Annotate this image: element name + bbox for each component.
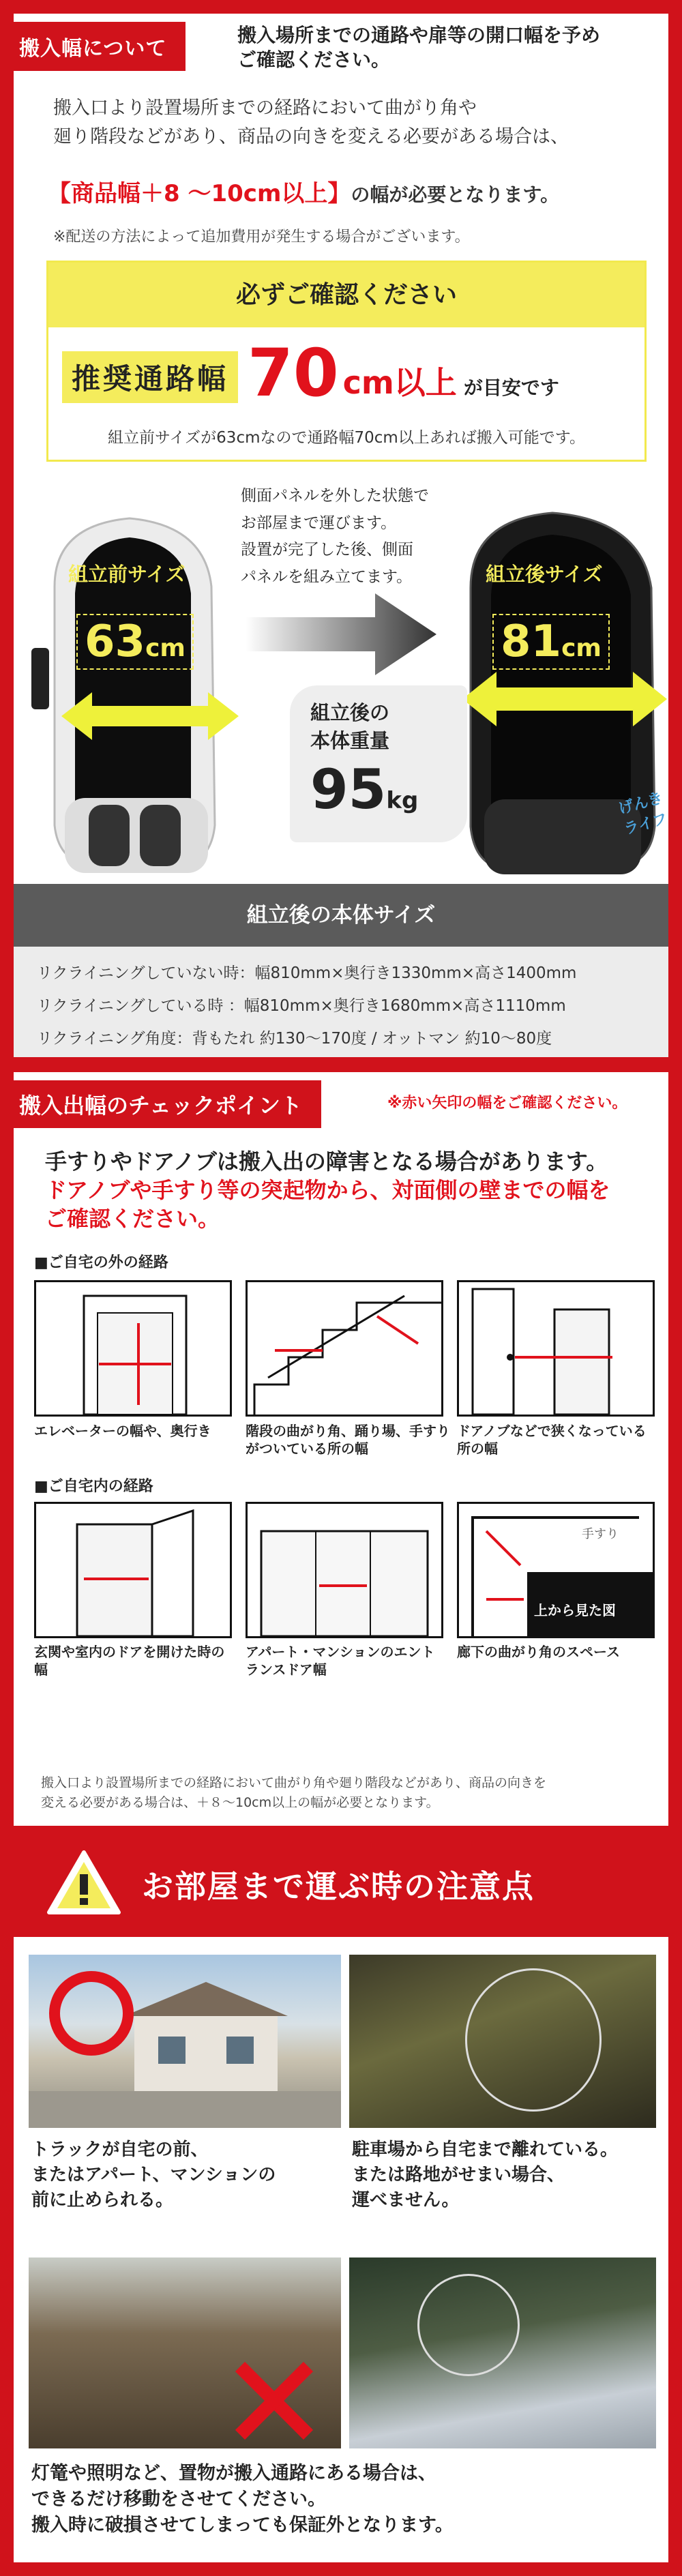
bottom-line: できるだけ移動をさせてください。	[31, 2488, 326, 2510]
size-row-label: リクライニングしている時 ：	[37, 997, 244, 1015]
after-label: 組立後サイズ	[486, 563, 603, 586]
recommend-note: 組立前サイズが63cmなので通路幅70cm以上あれば搬入可能です。	[108, 429, 585, 447]
size-table	[14, 947, 668, 1057]
explain-line: 設置が完了した後、側面	[241, 541, 413, 559]
ng-caption-line: 運べません。	[352, 2189, 460, 2210]
recommend-suffix: が目安です	[463, 376, 559, 399]
stairs-illustration	[246, 1280, 443, 1417]
bottom-notice	[31, 2461, 454, 2538]
before-size	[76, 614, 194, 670]
body-line: 搬入口より設置場所までの経路において曲がり角や	[53, 98, 477, 119]
section-tag: 搬入幅について	[0, 22, 186, 71]
ok-caption-line: トラックが自宅の前、	[31, 2140, 209, 2160]
weight-unit: kg	[386, 787, 419, 814]
check-box	[46, 261, 647, 462]
intro-line: ご確認ください。	[45, 1206, 220, 1232]
intro-line: ドアノブや手すり等の突起物から、対面側の壁までの幅を	[45, 1177, 610, 1204]
before-label: 組立前サイズ	[68, 563, 186, 586]
ok-caption-line: 前に止められる。	[31, 2189, 174, 2210]
explain-line: 側面パネルを外した状態で	[241, 487, 429, 505]
lantern-photo	[349, 2257, 656, 2448]
lead-text	[237, 23, 600, 72]
garden-photo	[349, 1955, 656, 2128]
size-header: 組立後の本体サイズ	[14, 884, 668, 947]
outside-caption: 階段の曲がり角、踊り場、手すりがついている所の幅	[246, 1423, 450, 1457]
size-row: リクライニング角度：背もたれ 約130～170度 / オットマン 約10～80度	[37, 1030, 552, 1048]
highlight-value: 【商品幅＋8 ～10cm以上】	[48, 180, 351, 207]
explain-text	[241, 483, 429, 591]
after-unit: cm	[561, 634, 602, 662]
explain-line: パネルを組み立てます。	[241, 567, 413, 586]
recommend-row	[62, 335, 559, 411]
apartment-door-illustration	[246, 1502, 443, 1638]
inside-caption: アパート・マンションのエントランスドア幅	[246, 1644, 435, 1678]
weight-value-row	[310, 758, 447, 821]
ok-circle-icon	[49, 1971, 134, 2056]
lead-line: 搬入場所までの通路や扉等の開口幅を予め	[237, 24, 601, 46]
outside-caption: ドアノブなどで狭くなっている所の幅	[457, 1423, 647, 1457]
footnote-line: 搬入口より設置場所までの経路において曲がり角や廻り階段などがあり、商品の向きを	[41, 1775, 547, 1790]
section3-title: お部屋まで運ぶ時の注意点	[142, 1868, 535, 1905]
after-size	[492, 614, 610, 670]
weight-label: 組立後の	[310, 701, 390, 724]
footnote-line: 変える必要がある場合は、＋８～10cm以上の幅が必要となります。	[41, 1795, 439, 1811]
ng-caption-line: または路地がせまい場合、	[352, 2164, 565, 2185]
ng-cross-icon	[233, 2360, 315, 2442]
recommend-value: 70	[248, 335, 339, 411]
check-title: 必ずご確認ください	[48, 263, 644, 327]
tag-note: ※赤い矢印の幅をご確認ください。	[387, 1095, 627, 1112]
size-row-value: 幅810mm×奥行き1330mm×高さ1400mm	[254, 964, 577, 982]
inside-caption: 玄関や室内のドアを開けた時の幅	[34, 1644, 225, 1678]
lantern-ring-icon	[417, 2274, 520, 2376]
ok-caption-line: またはアパート、マンションの	[31, 2164, 276, 2185]
explain-line: お部屋まで運びます。	[241, 514, 397, 532]
handrail-label: 手すり	[582, 1527, 619, 1541]
lead-line: ご確認ください。	[237, 48, 391, 71]
recommend-label: 推奨通路幅	[62, 351, 238, 403]
bottom-line: 灯篭や照明など、置物が搬入通路にある場合は、	[31, 2463, 436, 2484]
entrance-door-illustration	[34, 1502, 232, 1638]
intro-text	[45, 1147, 610, 1234]
body-text	[53, 94, 569, 151]
transform-arrow-icon	[246, 593, 436, 675]
before-value: 63	[85, 617, 146, 667]
size-row-label: リクライニングしていない時：	[37, 964, 255, 982]
watermark: げんきライフ	[617, 789, 670, 839]
topview-label: 上から見た図	[534, 1602, 616, 1618]
ok-caption	[31, 2137, 276, 2213]
elevator-illustration	[34, 1280, 232, 1417]
ng-ring-icon	[465, 1968, 602, 2112]
highlight-suffix: の幅が必要となります。	[351, 183, 560, 206]
body-line: 廻り階段などがあり、商品の向きを変える必要がある場合は、	[53, 125, 569, 147]
ng-caption	[352, 2137, 618, 2213]
weight-value: 95	[310, 758, 387, 821]
before-width-arrow	[61, 689, 239, 743]
outside-caption: エレベーターの幅や、奥行き	[34, 1423, 211, 1439]
doorknob-illustration	[457, 1280, 655, 1417]
section-tag: 搬入出幅のチェックポイント	[0, 1080, 321, 1128]
size-row-value: 幅810mm×奥行き1680mm×高さ1110mm	[243, 997, 566, 1015]
weight-badge	[290, 685, 467, 842]
warning-icon	[46, 1850, 121, 1915]
footnote	[41, 1773, 546, 1813]
inside-caption: 廊下の曲がり角のスペース	[457, 1644, 620, 1660]
intro-line: 手すりやドアノブは搬入出の障害となる場合があります。	[45, 1149, 608, 1174]
note: ※配送の方法によって追加費用が発生する場合がございます。	[53, 228, 470, 246]
section-checkpoints	[14, 1072, 668, 1826]
inside-heading: ■ご自宅内の経路	[34, 1478, 153, 1495]
after-value: 81	[501, 617, 562, 667]
alley-photo	[29, 2257, 341, 2448]
section-delivery-width	[14, 14, 668, 1057]
after-width-arrow	[462, 668, 667, 730]
weight-label: 本体重量	[310, 729, 390, 752]
bottom-line: 搬入時に破損させてしまっても保証外となります。	[31, 2514, 454, 2536]
outside-heading: ■ご自宅の外の経路	[34, 1254, 168, 1271]
width-highlight	[48, 175, 559, 208]
size-row	[37, 960, 576, 983]
hallway-corner-illustration	[457, 1502, 655, 1638]
size-row	[37, 993, 566, 1016]
recommend-unit: cm以上	[342, 364, 457, 401]
house-photo	[29, 1955, 341, 2128]
ng-caption-line: 駐車場から自宅まで離れている。	[352, 2140, 619, 2160]
section-carrying-notes	[14, 1937, 668, 2562]
before-unit: cm	[145, 634, 186, 662]
